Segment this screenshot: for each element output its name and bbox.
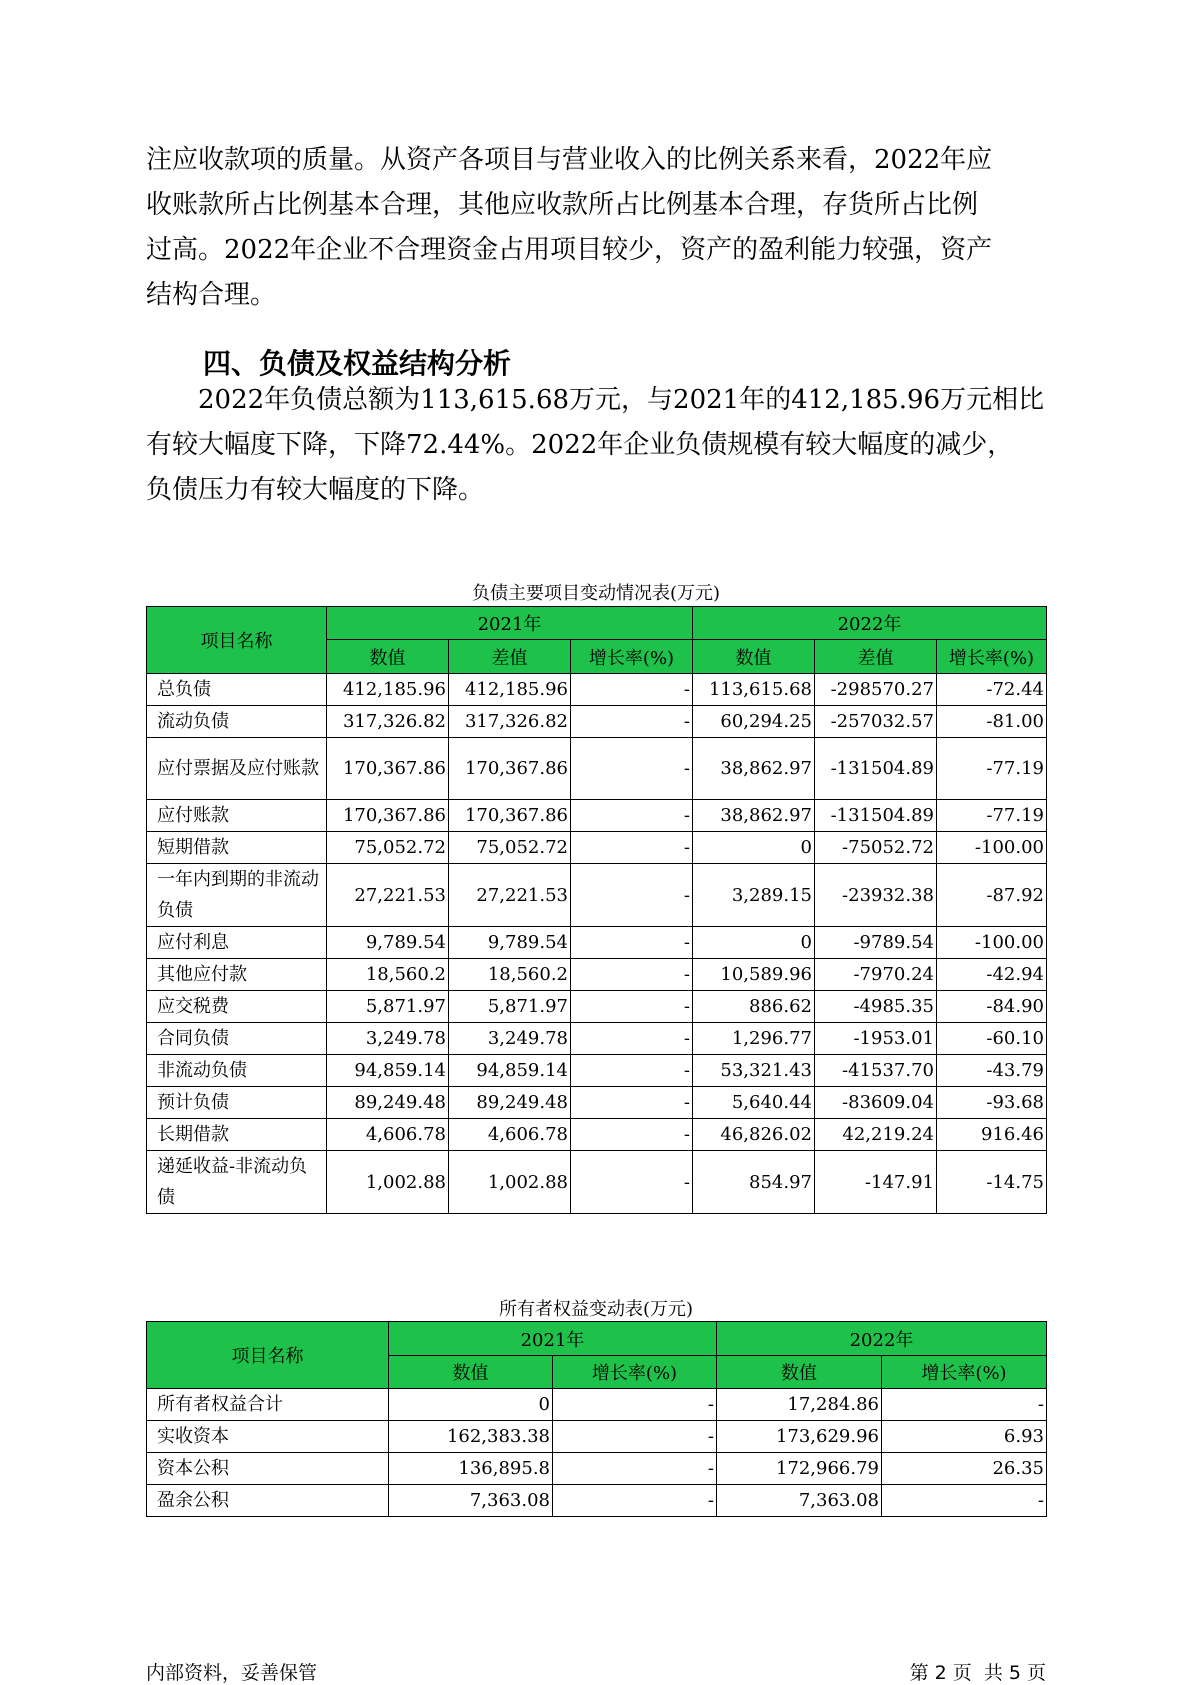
value-2021: 170,367.86 xyxy=(327,738,449,800)
diff-2022: -41537.70 xyxy=(815,1055,937,1087)
intro-line: 收账款所占比例基本合理，其他应收款所占比例基本合理，存货所占比例 xyxy=(146,190,979,220)
growth-2022: -77.19 xyxy=(937,738,1047,800)
value-2022: 0 xyxy=(693,832,815,864)
liability-table xyxy=(146,606,1047,1214)
equity-table xyxy=(146,1321,1047,1517)
table-row xyxy=(147,927,1047,959)
diff-2021: 89,249.48 xyxy=(449,1087,571,1119)
value-2021: 7,363.08 xyxy=(389,1485,553,1517)
value-2022: 3,289.15 xyxy=(693,864,815,927)
growth-2021: - xyxy=(571,959,693,991)
row-name: 应付票据及应付账款 xyxy=(147,738,327,800)
value-2022: 1,296.77 xyxy=(693,1023,815,1055)
value-2022: 53,321.43 xyxy=(693,1055,815,1087)
header-growth-2021: 增长率(%) xyxy=(571,640,693,674)
table-row xyxy=(147,1421,1047,1453)
growth-2021: - xyxy=(571,1055,693,1087)
value-2022: 5,640.44 xyxy=(693,1087,815,1119)
value-2021: 317,326.82 xyxy=(327,706,449,738)
intro-line: 结构合理。 xyxy=(146,280,277,310)
value-2022: 46,826.02 xyxy=(693,1119,815,1151)
header-growth-2022: 增长率(%) xyxy=(937,640,1047,674)
value-2022: 17,284.86 xyxy=(717,1389,882,1421)
header-year-2021: 2021年 xyxy=(327,607,693,640)
growth-2022: -72.44 xyxy=(937,674,1047,706)
value-2022: 60,294.25 xyxy=(693,706,815,738)
value-2021: 412,185.96 xyxy=(327,674,449,706)
diff-2022: 42,219.24 xyxy=(815,1119,937,1151)
value-2021: 170,367.86 xyxy=(327,800,449,832)
value-2022: 0 xyxy=(693,927,815,959)
diff-2021: 1,002.88 xyxy=(449,1151,571,1214)
row-name: 长期借款 xyxy=(147,1119,327,1151)
value-2022: 10,589.96 xyxy=(693,959,815,991)
growth-2022: 26.35 xyxy=(882,1453,1047,1485)
row-name: 递延收益-非流动负债 xyxy=(147,1151,327,1214)
value-2021: 4,606.78 xyxy=(327,1119,449,1151)
equity-header-value-2022: 数值 xyxy=(717,1356,882,1389)
value-2022: 38,862.97 xyxy=(693,800,815,832)
growth-2022: -60.10 xyxy=(937,1023,1047,1055)
row-name: 一年内到期的非流动负债 xyxy=(147,864,327,927)
analysis-paragraph xyxy=(146,378,1046,513)
growth-2022: - xyxy=(882,1485,1047,1517)
growth-2021: - xyxy=(571,1119,693,1151)
growth-2021: - xyxy=(571,674,693,706)
diff-2021: 170,367.86 xyxy=(449,800,571,832)
header-value-2022: 数值 xyxy=(693,640,815,674)
header-year-2022: 2022年 xyxy=(693,607,1047,640)
diff-2021: 317,326.82 xyxy=(449,706,571,738)
equity-header-item-name: 项目名称 xyxy=(147,1322,389,1389)
value-2021: 136,895.8 xyxy=(389,1453,553,1485)
growth-2021: - xyxy=(553,1389,717,1421)
row-name: 非流动负债 xyxy=(147,1055,327,1087)
diff-2022: -4985.35 xyxy=(815,991,937,1023)
value-2021: 5,871.97 xyxy=(327,991,449,1023)
diff-2022: -9789.54 xyxy=(815,927,937,959)
row-name: 合同负债 xyxy=(147,1023,327,1055)
equity-header-growth-2022: 增长率(%) xyxy=(882,1356,1047,1389)
diff-2021: 412,185.96 xyxy=(449,674,571,706)
growth-2022: 916.46 xyxy=(937,1119,1047,1151)
table-row xyxy=(147,1119,1047,1151)
diff-2022: -257032.57 xyxy=(815,706,937,738)
intro-line: 过高。2022年企业不合理资金占用项目较少，资产的盈利能力较强，资产 xyxy=(146,235,993,265)
equity-table-caption: 所有者权益变动表(万元) xyxy=(498,1299,694,1320)
equity-header-value-2021: 数值 xyxy=(389,1356,553,1389)
table-row xyxy=(147,1087,1047,1119)
header-diff-2022: 差值 xyxy=(815,640,937,674)
growth-2021: - xyxy=(571,706,693,738)
table-row xyxy=(147,706,1047,738)
diff-2021: 4,606.78 xyxy=(449,1119,571,1151)
value-2021: 3,249.78 xyxy=(327,1023,449,1055)
row-name: 应付账款 xyxy=(147,800,327,832)
growth-2021: - xyxy=(553,1485,717,1517)
diff-2021: 27,221.53 xyxy=(449,864,571,927)
growth-2021: - xyxy=(571,1087,693,1119)
diff-2022: -7970.24 xyxy=(815,959,937,991)
footer-page-number: 第 2 页 共 5 页 xyxy=(909,1662,1046,1684)
table-row xyxy=(147,832,1047,864)
diff-2022: -75052.72 xyxy=(815,832,937,864)
diff-2021: 3,249.78 xyxy=(449,1023,571,1055)
row-name: 所有者权益合计 xyxy=(147,1389,389,1421)
diff-2022: -23932.38 xyxy=(815,864,937,927)
value-2021: 9,789.54 xyxy=(327,927,449,959)
value-2022: 7,363.08 xyxy=(717,1485,882,1517)
liability-table-caption: 负债主要项目变动情况表(万元) xyxy=(471,583,721,604)
value-2022: 113,615.68 xyxy=(693,674,815,706)
row-name: 预计负债 xyxy=(147,1087,327,1119)
equity-header-growth-2021: 增长率(%) xyxy=(553,1356,717,1389)
diff-2022: -131504.89 xyxy=(815,738,937,800)
table-row xyxy=(147,1023,1047,1055)
value-2021: 94,859.14 xyxy=(327,1055,449,1087)
diff-2022: -147.91 xyxy=(815,1151,937,1214)
diff-2021: 5,871.97 xyxy=(449,991,571,1023)
value-2022: 38,862.97 xyxy=(693,738,815,800)
footer-confidential-note: 内部资料，妥善保管 xyxy=(146,1662,318,1684)
growth-2022: -100.00 xyxy=(937,832,1047,864)
growth-2021: - xyxy=(571,1151,693,1214)
growth-2022: -14.75 xyxy=(937,1151,1047,1214)
header-value-2021: 数值 xyxy=(327,640,449,674)
intro-line: 注应收款项的质量。从资产各项目与营业收入的比例关系来看，2022年应 xyxy=(146,145,993,175)
growth-2021: - xyxy=(571,864,693,927)
table-row xyxy=(147,738,1047,800)
equity-header-year-2022: 2022年 xyxy=(717,1322,1047,1356)
row-name: 流动负债 xyxy=(147,706,327,738)
diff-2022: -298570.27 xyxy=(815,674,937,706)
table-row xyxy=(147,1485,1047,1517)
table-row xyxy=(147,800,1047,832)
growth-2022: -42.94 xyxy=(937,959,1047,991)
table-row xyxy=(147,864,1047,927)
growth-2022: - xyxy=(882,1389,1047,1421)
header-item-name: 项目名称 xyxy=(147,607,327,674)
diff-2021: 170,367.86 xyxy=(449,738,571,800)
growth-2022: -77.19 xyxy=(937,800,1047,832)
diff-2022: -1953.01 xyxy=(815,1023,937,1055)
growth-2021: - xyxy=(571,1023,693,1055)
table-row xyxy=(147,674,1047,706)
table-row xyxy=(147,1453,1047,1485)
growth-2021: - xyxy=(571,991,693,1023)
diff-2021: 75,052.72 xyxy=(449,832,571,864)
row-name: 实收资本 xyxy=(147,1421,389,1453)
value-2021: 18,560.2 xyxy=(327,959,449,991)
table-row xyxy=(147,1151,1047,1214)
row-name: 短期借款 xyxy=(147,832,327,864)
growth-2021: - xyxy=(553,1421,717,1453)
table-row xyxy=(147,1389,1047,1421)
diff-2022: -131504.89 xyxy=(815,800,937,832)
value-2021: 0 xyxy=(389,1389,553,1421)
growth-2022: -87.92 xyxy=(937,864,1047,927)
diff-2021: 94,859.14 xyxy=(449,1055,571,1087)
value-2021: 75,052.72 xyxy=(327,832,449,864)
table-row xyxy=(147,959,1047,991)
diff-2022: -83609.04 xyxy=(815,1087,937,1119)
row-name: 总负债 xyxy=(147,674,327,706)
value-2021: 1,002.88 xyxy=(327,1151,449,1214)
row-name: 盈余公积 xyxy=(147,1485,389,1517)
growth-2022: -93.68 xyxy=(937,1087,1047,1119)
growth-2022: -81.00 xyxy=(937,706,1047,738)
growth-2021: - xyxy=(571,738,693,800)
growth-2022: -43.79 xyxy=(937,1055,1047,1087)
section-heading: 四、负债及权益结构分析 xyxy=(203,347,512,380)
equity-header-year-2021: 2021年 xyxy=(389,1322,717,1356)
growth-2022: -84.90 xyxy=(937,991,1047,1023)
value-2022: 854.97 xyxy=(693,1151,815,1214)
growth-2021: - xyxy=(571,832,693,864)
row-name: 应交税费 xyxy=(147,991,327,1023)
row-name: 应付利息 xyxy=(147,927,327,959)
analysis-line: 2022年负债总额为113,615.68万元，与2021年的412,185.96万元相比 xyxy=(198,385,1045,415)
value-2022: 172,966.79 xyxy=(717,1453,882,1485)
analysis-line: 负债压力有较大幅度的下降。 xyxy=(146,475,485,505)
row-name: 其他应付款 xyxy=(147,959,327,991)
table-row xyxy=(147,991,1047,1023)
header-diff-2021: 差值 xyxy=(449,640,571,674)
growth-2021: - xyxy=(571,927,693,959)
value-2021: 162,383.38 xyxy=(389,1421,553,1453)
value-2021: 27,221.53 xyxy=(327,864,449,927)
growth-2022: -100.00 xyxy=(937,927,1047,959)
value-2021: 89,249.48 xyxy=(327,1087,449,1119)
diff-2021: 9,789.54 xyxy=(449,927,571,959)
analysis-line: 有较大幅度下降，下降72.44%。2022年企业负债规模有较大幅度的减少， xyxy=(146,430,1014,460)
value-2022: 173,629.96 xyxy=(717,1421,882,1453)
value-2022: 886.62 xyxy=(693,991,815,1023)
intro-paragraph xyxy=(146,138,1046,318)
diff-2021: 18,560.2 xyxy=(449,959,571,991)
row-name: 资本公积 xyxy=(147,1453,389,1485)
growth-2022: 6.93 xyxy=(882,1421,1047,1453)
growth-2021: - xyxy=(553,1453,717,1485)
table-row xyxy=(147,1055,1047,1087)
growth-2021: - xyxy=(571,800,693,832)
